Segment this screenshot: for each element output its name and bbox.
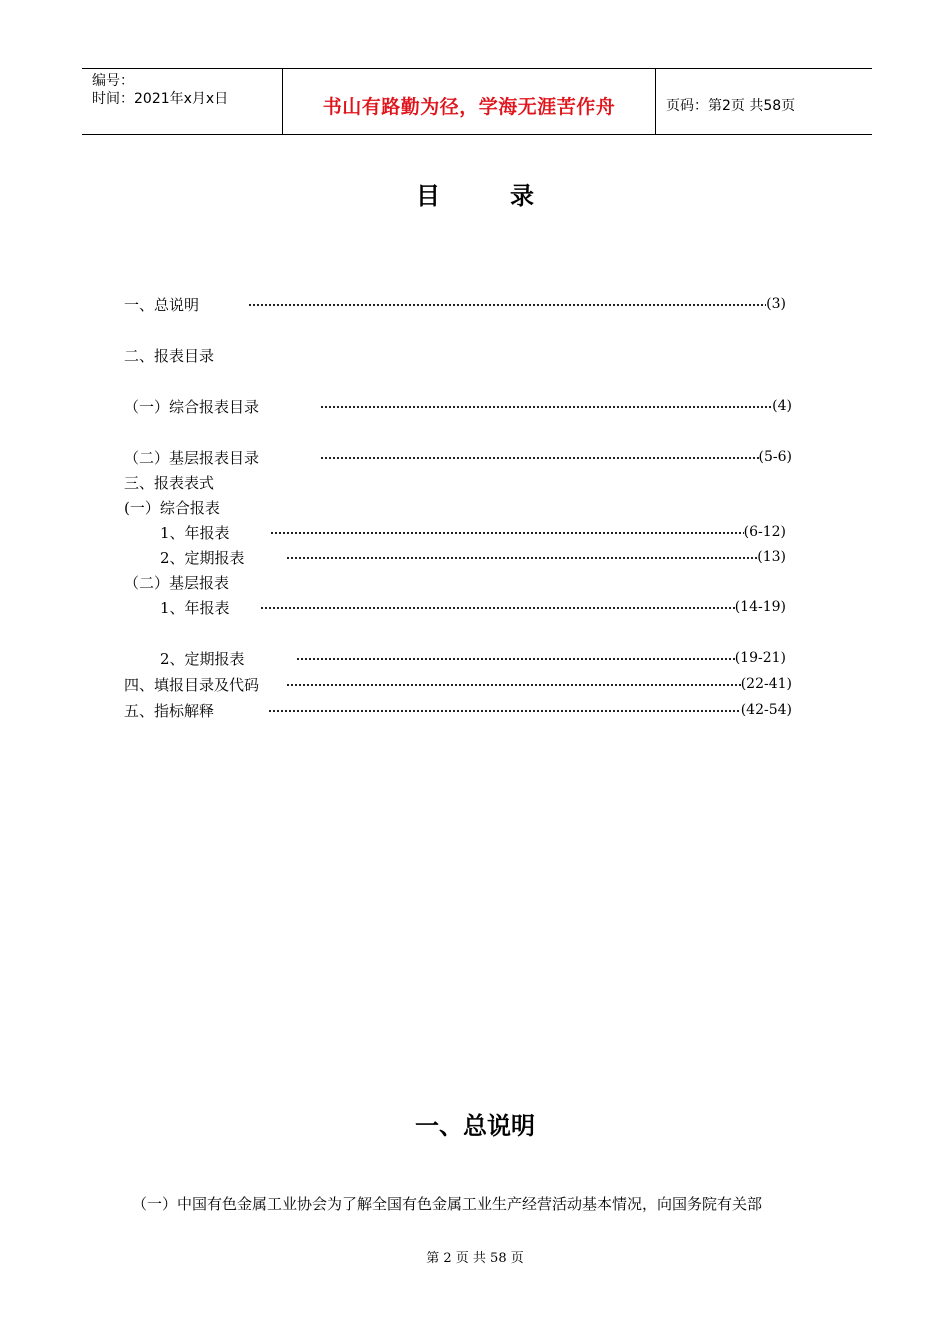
toc-entry[interactable]: [160, 597, 786, 617]
toc-leader-dots: [260, 597, 735, 617]
toc-entry[interactable]: [124, 572, 229, 592]
toc-entry[interactable]: [124, 345, 214, 365]
toc-entry[interactable]: [160, 522, 786, 542]
toc-entry[interactable]: [124, 447, 792, 467]
toc-leader-dots: [296, 648, 735, 668]
toc-entry[interactable]: [124, 700, 792, 720]
toc-entry-page: (3): [766, 296, 786, 312]
toc-leader-dots: [268, 700, 741, 720]
toc-entry-label: （二）基层报表: [124, 573, 230, 592]
toc-title-right: 录: [510, 182, 534, 210]
toc-entry-page: (4): [772, 398, 792, 414]
toc-entry-label: 1、年报表: [160, 598, 230, 617]
toc-leader-dots: [286, 674, 741, 694]
toc-leader-dots: [286, 547, 757, 567]
toc-entry-page: (19-21): [734, 650, 786, 666]
toc-title: [0, 176, 950, 211]
toc-title-left: 目: [416, 182, 440, 210]
header-page-info: 页码：第2页 共58页: [666, 97, 796, 114]
toc-entry-label: 2、定期报表: [160, 649, 245, 668]
header-motto: 书山有路勤为径，学海无涯苦作舟: [283, 69, 656, 134]
toc-entry-label: 四、填报目录及代码: [124, 675, 260, 694]
toc-entry-page: (14-19): [734, 599, 786, 615]
document-number-label: 编号：: [92, 73, 134, 89]
section-title: 一、总说明: [415, 1112, 535, 1140]
toc-entry-label: 五、指标解释: [124, 701, 215, 720]
toc-entry[interactable]: [124, 472, 214, 492]
toc-entry-label: 一、总说明: [124, 295, 200, 314]
page-header: [82, 68, 872, 135]
toc-entry-page: (6-12): [743, 524, 786, 540]
toc-entry-page: (5-6): [758, 449, 792, 465]
toc-entry-label: 1、年报表: [160, 523, 230, 542]
toc-entry[interactable]: [160, 648, 786, 668]
toc-entry[interactable]: [124, 674, 792, 694]
toc-leader-dots: [320, 447, 759, 467]
header-meta: [82, 69, 283, 134]
toc-entry-page: (13): [757, 549, 786, 565]
toc-entry-label: 二、报表目录: [124, 346, 215, 365]
toc-entry-label: 2、定期报表: [160, 548, 245, 567]
toc-entry[interactable]: [124, 497, 220, 517]
toc-entry-label: （二）基层报表目录: [124, 448, 260, 467]
toc-entry-label: （一）综合报表目录: [124, 397, 260, 416]
toc-entry-page: (22-41): [740, 676, 792, 692]
toc-leader-dots: [320, 396, 772, 416]
toc-entry[interactable]: [124, 396, 792, 416]
toc-entry-label: (一）综合报表: [124, 498, 220, 517]
body-paragraph: （一）中国有色金属工业协会为了解全国有色金属工业生产经营活动基本情况，向国务院有关部: [132, 1195, 763, 1213]
toc-entry[interactable]: [124, 294, 786, 314]
toc-entry-page: (42-54): [740, 702, 792, 718]
document-date-label: 时间：2021年x月x日: [92, 91, 229, 107]
toc-leader-dots: [270, 522, 744, 542]
page-footer: 第 2 页 共 58 页: [426, 1251, 524, 1266]
toc-entry[interactable]: [160, 547, 786, 567]
toc-leader-dots: [248, 294, 766, 314]
toc-entry-label: 三、报表表式: [124, 473, 215, 492]
